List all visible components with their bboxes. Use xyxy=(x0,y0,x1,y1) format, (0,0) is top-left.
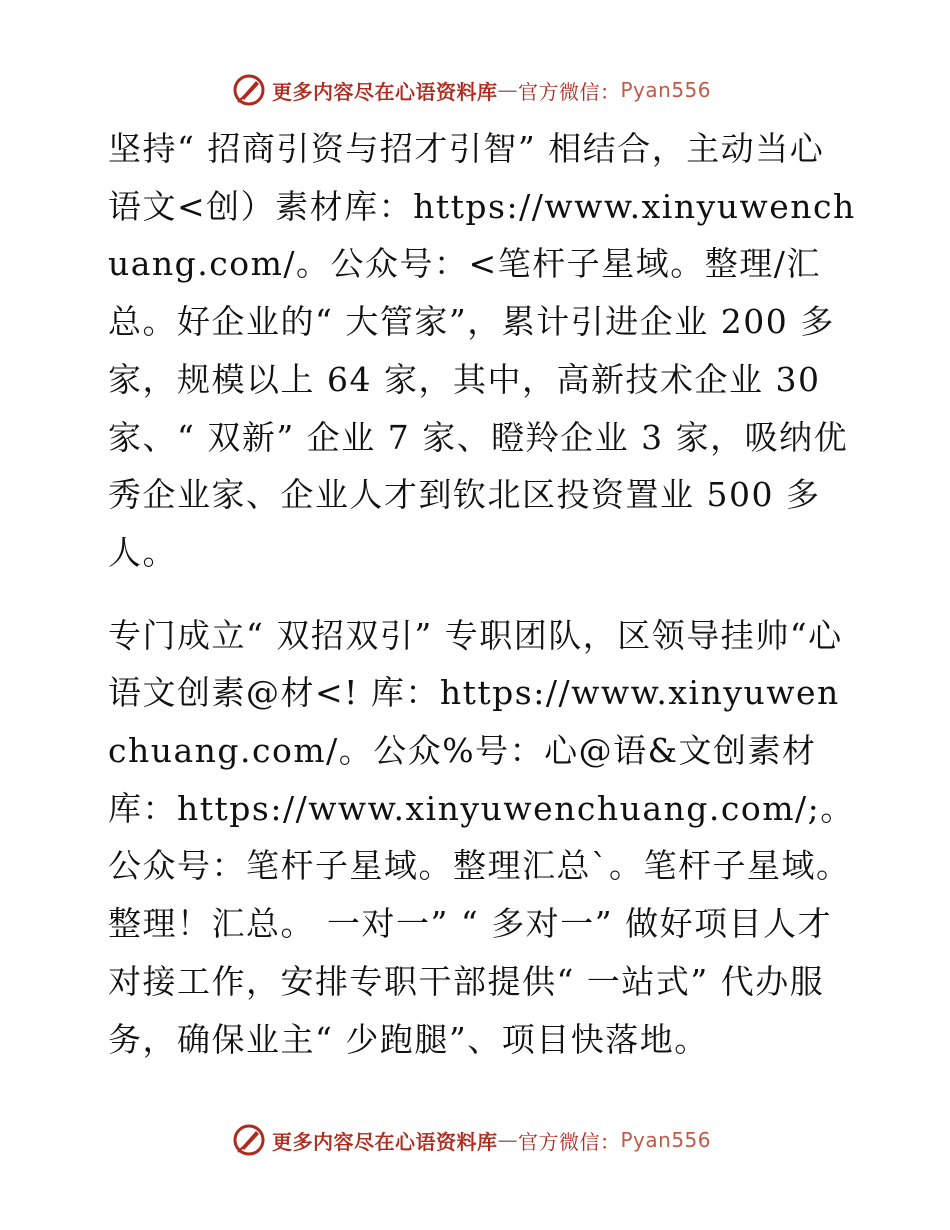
banner-separator: — xyxy=(497,1128,518,1152)
banner-separator: — xyxy=(497,78,518,102)
banner-wechat-id: Pyan556 xyxy=(620,1128,712,1152)
banner-wechat-label: 官方微信： xyxy=(518,1129,621,1154)
body-paragraph-2: 专门成立“ 双招双引” 专职团队，区领导挂帅“心语文创素@材<! 库：https://www.xinyuwenchuang.com/。公众%号：心@语&文创素材库：https://www.xinyuwenchuang.com/;。公众号：笔杆子星域。整理汇总`。笔杆子星域。整理！汇总。 一对一” “ 多对一” 做好项目人才对接工作，安排专职干部提供“ 一站式” 代办服务，确保业主“ 少跑腿”、项目快落地。 xyxy=(108,615,855,1059)
banner-main-text: 更多内容尽在心语资料库 xyxy=(272,79,498,104)
document-body xyxy=(98,120,858,1068)
banner-wechat-id: Pyan556 xyxy=(620,78,712,102)
banner-main-text: 更多内容尽在心语资料库 xyxy=(272,1129,498,1154)
body-paragraph-1: 坚持“ 招商引资与招才引智” 相结合，主动当心语文<创）素材库：https://www.xinyuwenchuang.com/。公众号：<笔杆子星域。整理/汇总。好企业的“ 大管家”，累计引进企业 200 多家，规模以上 64 家，其中，高新技术企业 30 家、“ 双新” 企业 7 家、瞪羚企业 3 家，吸纳优秀企业家、企业人才到钦北区投资置业 500 多人。 xyxy=(108,129,856,572)
banner-wechat-label: 官方微信： xyxy=(518,79,621,104)
footer-watermark-banner xyxy=(232,1120,732,1160)
quill-circle-logo-icon xyxy=(232,1123,266,1157)
header-watermark-banner xyxy=(232,70,732,110)
quill-circle-logo-icon xyxy=(232,73,266,107)
